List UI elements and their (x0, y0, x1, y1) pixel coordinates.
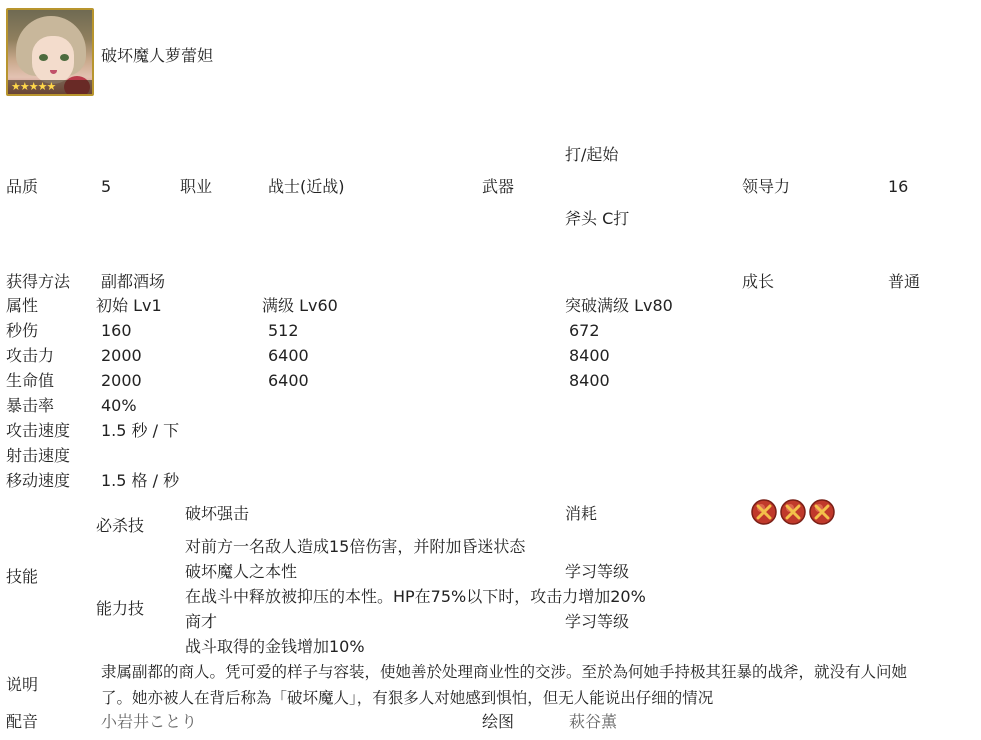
ability2-desc: 战斗取得的金钱增加10% (185, 637, 365, 656)
dps-lv60: 512 (268, 321, 299, 340)
class-value: 战士(近战) (268, 177, 345, 196)
skills-label: 技能 (6, 567, 39, 586)
obtain-value: 副都酒场 (101, 272, 166, 291)
ability1-desc: 在战斗中释放被抑压的本性。HP在75%以下时，攻击力增加20% (185, 587, 646, 606)
growth-value: 普通 (888, 272, 921, 291)
atk-label: 攻击力 (6, 346, 55, 365)
character-name: 破坏魔人萝蕾妲 (101, 46, 214, 65)
move-speed-value: 1.5 格 / 秒 (101, 471, 180, 490)
voice-actor-value: 小岩井ことり (101, 712, 198, 731)
crit-value: 40% (101, 396, 137, 415)
atk-lv1: 2000 (101, 346, 142, 365)
stats-header-lv1: 初始 Lv1 (96, 296, 162, 315)
rarity-stars: ★★★★★ (8, 80, 94, 94)
cost-label: 消耗 (565, 504, 598, 523)
special-skill-name: 破坏强击 (185, 504, 250, 523)
hp-lv80: 8400 (569, 371, 610, 390)
cost-orb-icon (780, 499, 806, 525)
ability2-name: 商才 (185, 612, 218, 631)
illustrator-value: 萩谷薫 (569, 712, 618, 731)
shot-speed-label: 射击速度 (6, 446, 71, 465)
special-skill-label: 必杀技 (96, 516, 145, 535)
attack-speed-label: 攻击速度 (6, 421, 71, 440)
obtain-label: 获得方法 (6, 272, 71, 291)
illustrator-label: 绘图 (482, 712, 515, 731)
cost-orb-icon (809, 499, 835, 525)
dps-lv1: 160 (101, 321, 132, 340)
voice-actor-label: 配音 (6, 712, 39, 731)
dps-label: 秒伤 (6, 321, 39, 340)
ability-skill-label: 能力技 (96, 599, 145, 618)
weapon-label: 武器 (482, 177, 515, 196)
ability2-level-label: 学习等级 (565, 612, 630, 631)
move-speed-label: 移动速度 (6, 471, 71, 490)
quality-value: 5 (101, 177, 112, 196)
atk-lv60: 6400 (268, 346, 309, 365)
leadership-label: 领导力 (742, 177, 791, 196)
stats-header-lv80: 突破满级 Lv80 (565, 296, 673, 315)
character-portrait (6, 8, 94, 96)
quality-label: 品质 (6, 177, 39, 196)
stats-header-lv60: 满级 Lv60 (262, 296, 338, 315)
weapon-value-1: 打/起始 (565, 145, 619, 164)
description-line-2: 了。她亦被人在背后称為「破坏魔人」，有狠多人对她感到惧怕，但无人能说出仔细的情况 (101, 689, 714, 707)
description-label: 说明 (6, 675, 39, 694)
growth-label: 成长 (742, 272, 775, 291)
atk-lv80: 8400 (569, 346, 610, 365)
hp-lv1: 2000 (101, 371, 142, 390)
ability1-level-label: 学习等级 (565, 562, 630, 581)
attack-speed-value: 1.5 秒 / 下 (101, 421, 180, 440)
ability1-name: 破坏魔人之本性 (185, 562, 298, 581)
weapon-value-2: 斧头 C打 (565, 209, 630, 228)
leadership-value: 16 (888, 177, 909, 196)
crit-label: 暴击率 (6, 396, 55, 415)
cost-orb-icon (751, 499, 777, 525)
stats-header-label: 属性 (6, 296, 39, 315)
class-label: 职业 (180, 177, 213, 196)
hp-label: 生命值 (6, 371, 55, 390)
special-skill-desc: 对前方一名敌人造成15倍伤害，并附加昏迷状态 (185, 537, 526, 556)
dps-lv80: 672 (569, 321, 600, 340)
description-line-1: 隶属副都的商人。凭可爱的样子与容装，使她善於处理商业性的交涉。至於為何她手持极其狂暴的战斧，就没有人问她 (101, 663, 908, 681)
hp-lv60: 6400 (268, 371, 309, 390)
